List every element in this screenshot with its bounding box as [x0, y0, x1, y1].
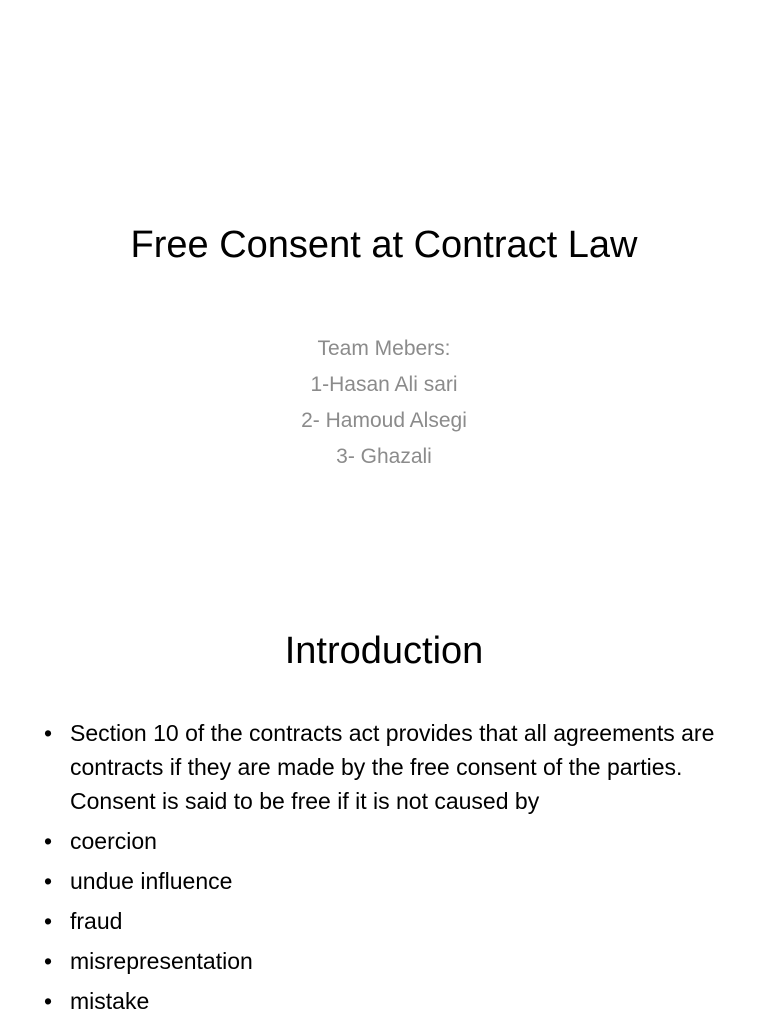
introduction-slide [0, 576, 768, 1024]
bullet-text: mistake [70, 988, 150, 1014]
slide-title: Introduction [284, 630, 484, 672]
bullet-text: misrepresentation [70, 948, 253, 974]
bullet-item [40, 984, 720, 1018]
subtitle-line: 1-Hasan Ali sari [310, 373, 458, 396]
bullet-list [40, 716, 720, 1024]
bullet-item [40, 824, 720, 858]
bullet-icon: • [44, 908, 53, 934]
bullet-item [40, 716, 720, 818]
bullet-text: fraud [70, 908, 123, 934]
bullet-text: coercion [70, 828, 157, 854]
bullet-item [40, 944, 720, 978]
subtitle-line: 3- Ghazali [336, 445, 432, 468]
team-members-subtitle [0, 331, 768, 475]
bullet-text: undue influence [70, 868, 233, 894]
bullet-icon: • [44, 868, 53, 894]
bullet-icon: • [44, 720, 53, 746]
subtitle-line: 2- Hamoud Alsegi [301, 409, 467, 432]
bullet-icon: • [44, 948, 53, 974]
bullet-item [40, 904, 720, 938]
bullet-text: Section 10 of the contracts act provides that all agreements are contracts if they are made by the free consent of the parties. Consent is said to be free if it is not caused by [70, 720, 715, 814]
bullet-item [40, 864, 720, 898]
subtitle-line: Team Mebers: [317, 337, 451, 360]
slide-title: Free Consent at Contract Law [130, 224, 638, 266]
bullet-icon: • [44, 828, 53, 854]
bullet-icon: • [44, 988, 53, 1014]
